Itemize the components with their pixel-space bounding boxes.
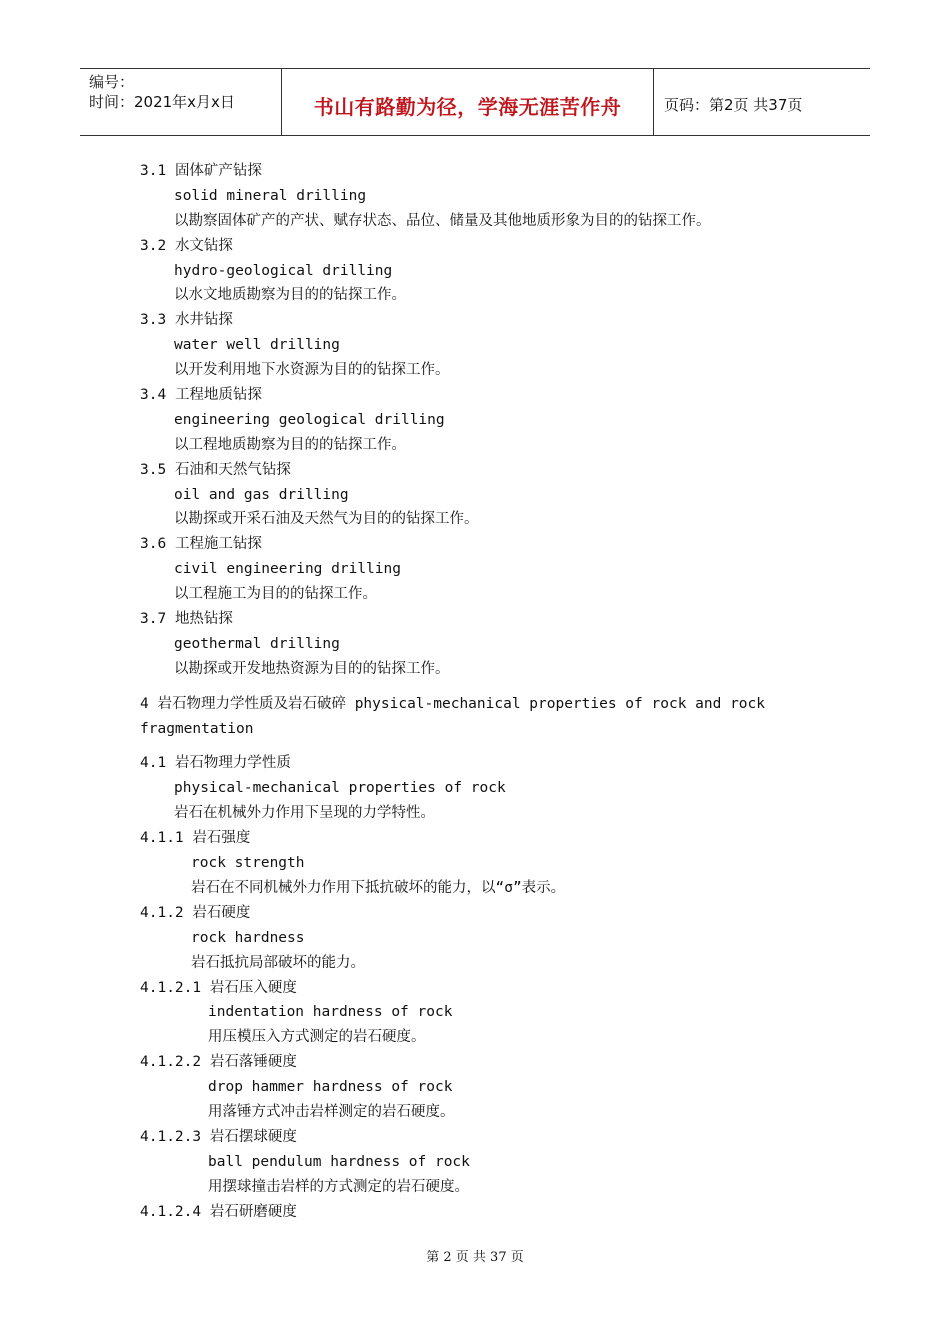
term-english: solid mineral drilling xyxy=(174,187,367,204)
section-heading: 3.5 石油和天然气钻探 xyxy=(140,461,291,478)
term-definition: 以勘探或开发地热资源为目的的钻探工作。 xyxy=(174,660,450,677)
term-english: oil and gas drilling xyxy=(174,486,349,503)
term-english: water well drilling xyxy=(174,337,340,354)
section-heading: 3.7 地热钻探 xyxy=(140,611,233,628)
term-definition: 用摆球撞击岩样的方式测定的岩石硬度。 xyxy=(208,1178,469,1195)
term-english: ball pendulum hardness of rock xyxy=(208,1153,470,1170)
term-english: rock hardness xyxy=(191,929,305,946)
term-definition: 以勘察固体矿产的产状、赋存状态、品位、储量及其他地质形象为目的的钻探工作。 xyxy=(174,212,711,229)
header-motto: 书山有路勤为径，学海无涯苦作舟 xyxy=(282,69,654,135)
chapter-heading: 4 岩石物理力学性质及岩石破碎 physical-mechanical properties of rock and rock xyxy=(140,695,765,712)
term-english: hydro-geological drilling xyxy=(174,262,393,279)
term-english: rock strength xyxy=(191,855,305,872)
section-heading: 4.1.2.2 岩石落锤硬度 xyxy=(140,1054,297,1071)
section-heading: 3.6 工程施工钻探 xyxy=(140,536,262,553)
page-header xyxy=(80,68,870,136)
term-english: drop hammer hardness of rock xyxy=(208,1079,453,1096)
section-heading: 3.1 固体矿产钻探 xyxy=(140,163,262,179)
term-english: civil engineering drilling xyxy=(174,561,401,578)
term-english: engineering geological drilling xyxy=(174,411,445,428)
section-heading: 4.1.2.3 岩石摆球硬度 xyxy=(140,1128,297,1145)
document-body xyxy=(140,159,830,1224)
term-english: indentation hardness of rock xyxy=(208,1004,453,1021)
term-english: geothermal drilling xyxy=(174,635,340,652)
section-heading: 3.3 水井钻探 xyxy=(140,312,233,329)
term-definition: 以勘探或开采石油及天然气为目的的钻探工作。 xyxy=(174,511,479,528)
term-definition: 岩石在不同机械外力作用下抵抗破坏的能力，以“σ”表示。 xyxy=(191,879,566,896)
section-heading: 4.1.2.1 岩石压入硬度 xyxy=(140,979,297,996)
term-definition: 以工程施工为目的的钻探工作。 xyxy=(174,586,377,603)
term-definition: 岩石抵抗局部破坏的能力。 xyxy=(191,954,365,971)
spacer xyxy=(140,741,830,751)
chapter-heading-continued: fragmentation xyxy=(140,720,254,737)
term-definition: 以工程地质勘察为目的的钻探工作。 xyxy=(174,436,406,453)
header-meta-cell xyxy=(80,69,282,135)
code-label: 编号： xyxy=(89,73,135,91)
section-heading: 4.1 岩石物理力学性质 xyxy=(140,755,291,772)
section-heading: 3.2 水文钻探 xyxy=(140,237,233,254)
date-label: 时间：2021年x月x日 xyxy=(89,93,235,111)
section-heading: 4.1.2.4 岩石研磨硬度 xyxy=(140,1203,297,1220)
section-heading: 4.1.1 岩石强度 xyxy=(140,830,251,847)
term-english: physical-mechanical properties of rock xyxy=(174,780,506,797)
section-heading: 3.4 工程地质钻探 xyxy=(140,387,262,404)
term-definition: 用压模压入方式测定的岩石硬度。 xyxy=(208,1029,426,1046)
term-definition: 岩石在机械外力作用下呈现的力学特性。 xyxy=(174,805,435,822)
page-footer: 第 2 页 共 37 页 xyxy=(426,1250,524,1265)
section-heading: 4.1.2 岩石硬度 xyxy=(140,904,251,921)
term-definition: 用落锤方式冲击岩样测定的岩石硬度。 xyxy=(208,1103,455,1120)
term-definition: 以开发利用地下水资源为目的的钻探工作。 xyxy=(174,362,450,379)
term-definition: 以水文地质勘察为目的的钻探工作。 xyxy=(174,287,406,304)
spacer xyxy=(140,682,830,692)
header-page-label: 页码：第2页 共37页 xyxy=(664,95,803,114)
